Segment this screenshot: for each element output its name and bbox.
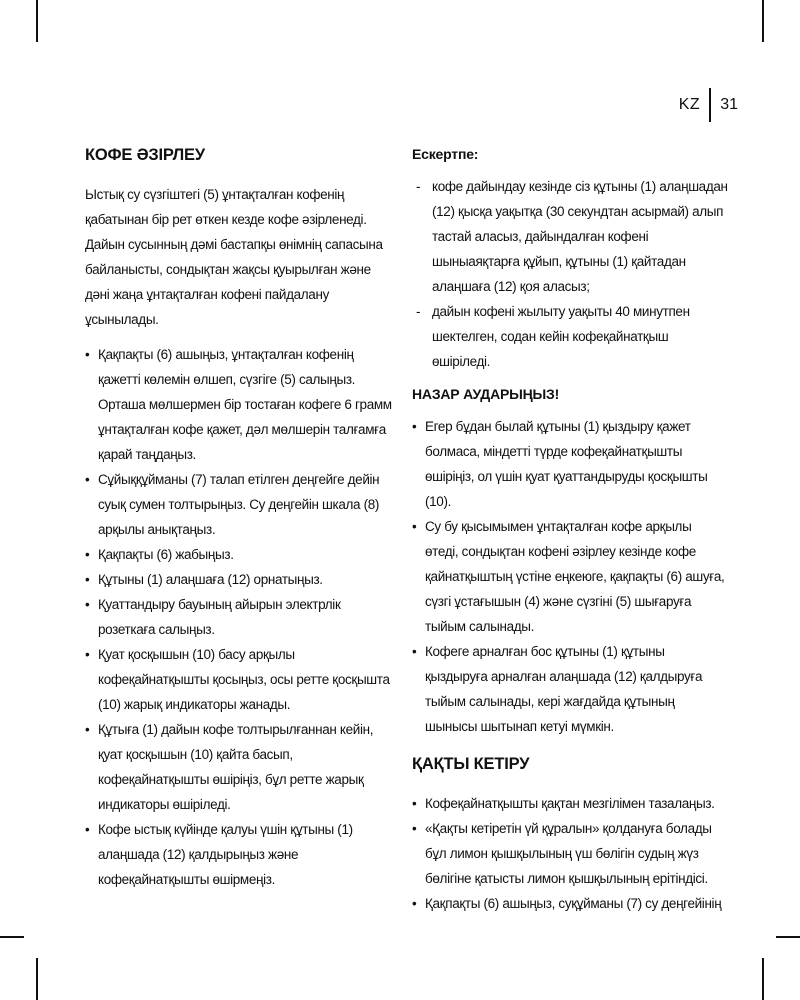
intro-paragraph: Ыстық су сүзгіштегі (5) ұнтақталған кофенің қабатынан бір рет өткен кезде кофе әзірленеді. Дайын сусынның дәмі бастапқы өнімнің сапасына байланысты, сондықтан жақсы қуырылған және дәні жаңа ұнтақталған кофені пайдалану ұсынылады.: [85, 187, 383, 327]
list-item: [85, 342, 398, 467]
list-item-text: Қақпақты (6) ашыңыз, ұнтақталған кофенің қажетті көлемін өлшеп, сүзгіге (5) салыңыз. Орташа мөлшермен бір тостаған кофеге 6 грамм ұнтақталған кофе қажет, дәл мөлшерін талғамға қарай таңдаңыз.: [98, 347, 392, 462]
list-item-text: Кофеге арналған бос құтыны (1) құтыны қыздыруға арналған алаңшада (12) қалдыруға тыйым салынады, кері жағдайда құтының шынысы шытынап кетуі мүмкін.: [425, 644, 703, 734]
crop-mark-top-right: [762, 0, 764, 42]
list-item-text: Кофе ыстық күйінде қалуы үшін құтыны (1) алаңшада (12) қалдырыңыз және кофеқайнатқышты өшірмеңіз.: [98, 822, 353, 887]
list-item-text: дайын кофені жылыту уақыты 40 минутпен шектелген, содан кейін кофеқайнатқыш өшіріледі.: [432, 304, 690, 369]
dash-marker: -: [416, 304, 421, 319]
bullet-marker: •: [412, 519, 417, 534]
bullet-marker: •: [412, 821, 417, 836]
crop-mark-bottom-right: [762, 958, 764, 1000]
list-item-text: Құтыға (1) дайын кофе толтырылғаннан кейін, қуат қосқышын (10) қайта басып, кофеқайнатқышты өшіріңіз, бұл ретте жарық индикаторы өшіріледі.: [98, 722, 374, 812]
list-item: [412, 174, 728, 299]
bullet-marker: •: [85, 572, 90, 587]
section-title-descaling: ҚАҚТЫ КЕТІРУ: [412, 755, 530, 773]
list-item: [412, 791, 728, 816]
bullet-marker: •: [85, 472, 90, 487]
descaling-list: [412, 791, 728, 916]
list-item: [85, 542, 398, 567]
page-header: [679, 88, 738, 122]
list-item-text: Қақпақты (6) жабыңыз.: [98, 547, 234, 562]
list-item: [412, 299, 728, 374]
page-number: 31: [720, 96, 738, 113]
header-divider: [709, 88, 711, 122]
list-item-text: Құтыны (1) алаңшаға (12) орнатыңыз.: [98, 572, 323, 587]
crop-mark-bottom-left: [36, 958, 38, 1000]
right-column: [412, 144, 728, 926]
list-item-text: Су бу қысымымен ұнтақталған кофе арқылы өтеді, сондықтан кофені әзірлеу кезінде кофе қайнатқыштың үстіне еңкеюге, қақпақты (6) ашуға, сүзгі ұстағышын (4) және сүзгіні (5) шығаруға тыйым салынады.: [425, 519, 725, 634]
warnings-list: [412, 414, 728, 739]
notes-list: [412, 174, 728, 374]
bullet-marker: •: [85, 822, 90, 837]
list-item: [412, 816, 728, 891]
crop-mark-right-bottom: [776, 936, 800, 938]
list-item: [85, 592, 398, 642]
note-title: Ескертпе:: [412, 146, 479, 162]
list-item-text: «Қақты кетіретін үй құралын» қолдануға болады бұл лимон қышқылының үш бөлігін судың жүз бөлігіне қатысты лимон қышқылының ерітіндісі.: [425, 821, 712, 886]
list-item-text: Сұйыққұйманы (7) талап етілген деңгейге дейін суық сумен толтырыңыз. Су деңгейін шкала (8) арқылы анықтаңыз.: [98, 472, 380, 537]
brewing-steps-list: [85, 342, 398, 892]
bullet-marker: •: [85, 597, 90, 612]
bullet-marker: •: [412, 796, 417, 811]
list-item: [85, 717, 398, 817]
dash-marker: -: [416, 179, 421, 194]
bullet-marker: •: [412, 419, 417, 434]
crop-mark-left-bottom: [0, 936, 24, 938]
list-item-text: Қақпақты (6) ашыңыз, суқұйманы (7) су деңгейінің: [425, 896, 722, 911]
list-item-text: кофе дайындау кезінде сіз құтыны (1) алаңшадан (12) қысқа уақытқа (30 секундтан асырмай) алып тастай аласыз, дайындалған кофені шыныаяқтарға құйып, құтыны (1) қайтадан алаңшаға (12) қоя аласыз;: [432, 179, 728, 294]
list-item: [85, 567, 398, 592]
list-item: [412, 414, 728, 514]
bullet-marker: •: [85, 347, 90, 362]
bullet-marker: •: [412, 896, 417, 911]
list-item-text: Қуаттандыру бауының айырын электрлік розеткаға салыңыз.: [98, 597, 341, 637]
list-item-text: Кофеқайнатқышты қақтан мезгілімен тазалаңыз.: [425, 796, 715, 811]
list-item: [412, 891, 728, 916]
language-code: KZ: [678, 96, 701, 113]
bullet-marker: •: [412, 644, 417, 659]
warning-title: НАЗАР АУДАРЫҢЫЗ!: [412, 386, 560, 402]
list-item: [412, 514, 728, 639]
list-item: [85, 817, 398, 892]
crop-mark-top-left: [36, 0, 38, 42]
list-item: [85, 467, 398, 542]
bullet-marker: •: [85, 547, 90, 562]
bullet-marker: •: [85, 647, 90, 662]
section-title-coffee: КОФЕ ӘЗІРЛЕУ: [85, 146, 205, 164]
bullet-marker: •: [85, 722, 90, 737]
list-item: [412, 639, 728, 739]
list-item-text: Қуат қосқышын (10) басу арқылы кофеқайнатқышты қосыңыз, осы ретте қосқышта (10) жарық индикаторы жанады.: [98, 647, 390, 712]
left-column: [85, 144, 398, 902]
list-item: [85, 642, 398, 717]
list-item-text: Егер бұдан былай құтыны (1) қыздыру қажет болмаса, міндетті түрде кофеқайнатқышты өшіріңіз, ол үшін қуат қуаттандыруды қосқышты (10).: [425, 419, 708, 509]
